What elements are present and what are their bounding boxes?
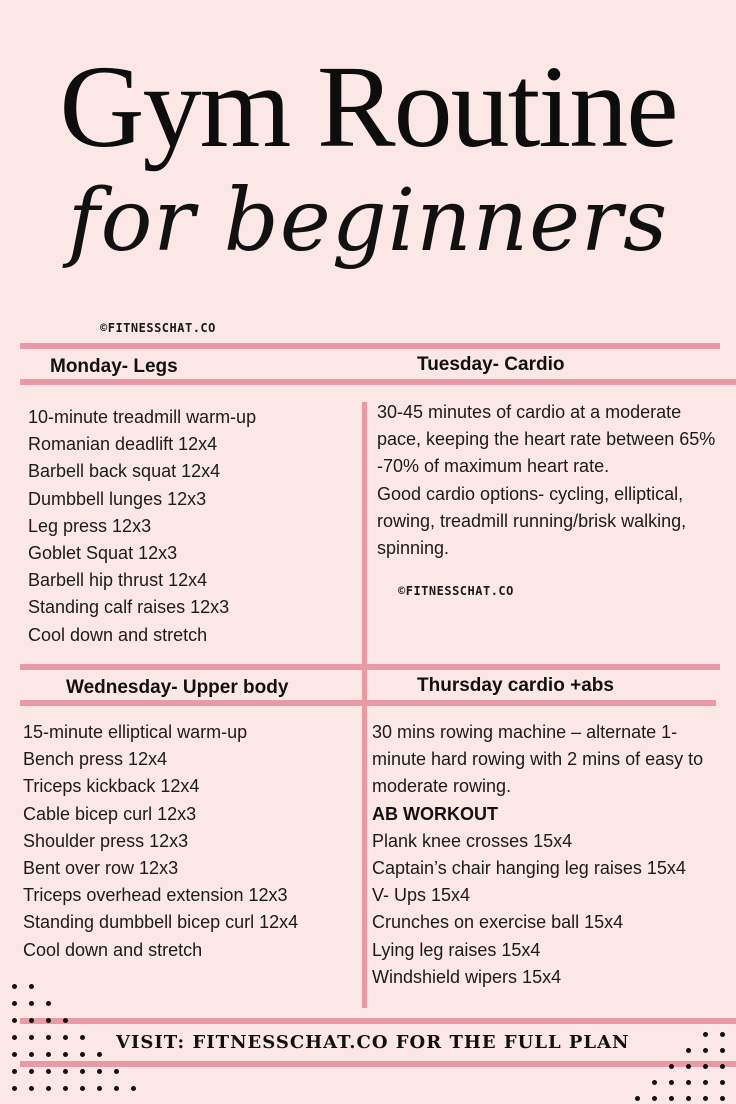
decor-dot: [12, 1001, 17, 1006]
decor-dot: [80, 1035, 85, 1040]
list-item: Bent over row 12x3: [23, 858, 179, 879]
decor-dot: [652, 1096, 657, 1101]
list-item: Triceps overhead extension 12x3: [23, 885, 288, 906]
list-item: Cool down and stretch: [28, 624, 208, 645]
list-item: Captain’s chair hanging leg raises 15x4: [372, 858, 686, 879]
decor-dot: [114, 1069, 119, 1074]
decor-dot: [46, 1035, 51, 1040]
decor-dot: [686, 1096, 691, 1101]
ab-workout-label: AB WORKOUT: [372, 803, 498, 824]
dot-pattern-left: [0, 978, 150, 1104]
tuesday-paragraph: 30-45 minutes of cardio at a moderate pace, keeping the heart rate between 65% -70% of maximum heart rate.: [377, 402, 716, 477]
list-item: Barbell back squat 12x4: [28, 461, 221, 482]
decor-dot: [720, 1080, 725, 1085]
decor-dot: [12, 1086, 17, 1091]
monday-exercise-list: [28, 404, 256, 649]
list-item: 10-minute treadmill warm-up: [28, 407, 257, 427]
dot-pattern-right: [620, 1024, 736, 1104]
decor-dot: [63, 1035, 68, 1040]
divider-middle-2: [20, 700, 716, 706]
list-item: Standing calf raises 12x3: [28, 597, 230, 618]
decor-dot: [97, 1086, 102, 1091]
decor-dot: [669, 1064, 674, 1069]
decor-dot: [63, 1052, 68, 1057]
tuesday-paragraph-2: Good cardio options- cycling, elliptical, rowing, treadmill running/brisk walking, spinning.: [377, 483, 687, 559]
decor-dot: [703, 1080, 708, 1085]
decor-dot: [114, 1086, 119, 1091]
thursday-abs-list: [372, 828, 722, 991]
list-item: Cable bicep curl 12x3: [23, 803, 197, 824]
decor-dot: [80, 1086, 85, 1091]
decor-dot: [63, 1018, 68, 1023]
thursday-description: [372, 719, 722, 991]
decor-dot: [720, 1048, 725, 1053]
tuesday-description: [377, 399, 722, 562]
decor-dot: [46, 1069, 51, 1074]
decor-dot: [29, 1001, 34, 1006]
decor-dot: [97, 1069, 102, 1074]
decor-dot: [720, 1064, 725, 1069]
list-item: Windshield wipers 15x4: [372, 966, 562, 987]
list-item: Bench press 12x4: [23, 749, 168, 770]
decor-dot: [63, 1086, 68, 1091]
decor-dot: [686, 1064, 691, 1069]
decor-dot: [12, 1052, 17, 1057]
decor-dot: [29, 984, 34, 989]
decor-dot: [29, 1069, 34, 1074]
thursday-heading: Thursday cardio +abs: [417, 675, 614, 696]
thursday-paragraph: 30 mins rowing machine – alternate 1-minute hard rowing with 2 mins of easy to moderate rowing.: [372, 722, 704, 797]
list-item: Goblet Squat 12x3: [28, 543, 178, 564]
footer-visit-text: VISIT: FITNESSCHAT.CO FOR THE FULL PLAN: [116, 1032, 630, 1053]
decor-dot: [29, 1052, 34, 1057]
decor-dot: [12, 1018, 17, 1023]
decor-dot: [720, 1096, 725, 1101]
decor-dot: [46, 1086, 51, 1091]
decor-dot: [29, 1086, 34, 1091]
list-item: Dumbbell lunges 12x3: [28, 488, 207, 509]
decor-dot: [12, 984, 17, 989]
decor-dot: [686, 1080, 691, 1085]
decor-dot: [635, 1096, 640, 1101]
decor-dot: [12, 1035, 17, 1040]
decor-dot: [29, 1035, 34, 1040]
divider-top: [20, 343, 720, 349]
list-item: Shoulder press 12x3: [23, 830, 189, 851]
decor-dot: [686, 1048, 691, 1053]
divider-top-2: [20, 379, 736, 385]
list-item: 15-minute elliptical warm-up: [23, 722, 248, 742]
list-item: Triceps kickback 12x4: [23, 776, 200, 797]
decor-dot: [80, 1069, 85, 1074]
list-item: Crunches on exercise ball 15x4: [372, 912, 624, 933]
decor-dot: [46, 1018, 51, 1023]
wednesday-heading: Wednesday- Upper body: [66, 677, 289, 698]
list-item: Plank knee crosses 15x4: [372, 830, 573, 851]
decor-dot: [46, 1052, 51, 1057]
decor-dot: [63, 1069, 68, 1074]
divider-middle: [20, 664, 720, 670]
list-item: Lying leg raises 15x4: [372, 939, 541, 960]
list-item: Leg press 12x3: [28, 515, 152, 536]
list-item: V- Ups 15x4: [372, 885, 471, 906]
decor-dot: [652, 1080, 657, 1085]
decor-dot: [97, 1052, 102, 1057]
list-item: Romanian deadlift 12x4: [28, 434, 218, 455]
decor-dot: [703, 1096, 708, 1101]
decor-dot: [29, 1018, 34, 1023]
decor-dot: [720, 1032, 725, 1037]
decor-dot: [703, 1064, 708, 1069]
list-item: Barbell hip thrust 12x4: [28, 570, 208, 591]
decor-dot: [669, 1096, 674, 1101]
decor-dot: [12, 1069, 17, 1074]
decor-dot: [703, 1032, 708, 1037]
copyright-watermark-top: ©FITNESSCHAT.CO: [100, 321, 216, 335]
tuesday-heading: Tuesday- Cardio: [417, 354, 565, 375]
decor-dot: [80, 1052, 85, 1057]
decor-dot: [46, 1001, 51, 1006]
page-subtitle: for beginners: [67, 171, 669, 271]
list-item: Standing dumbbell bicep curl 12x4: [23, 912, 299, 933]
decor-dot: [703, 1048, 708, 1053]
list-item: Cool down and stretch: [23, 939, 203, 960]
wednesday-exercise-list: [23, 719, 298, 964]
monday-heading: Monday- Legs: [50, 356, 178, 377]
decor-dot: [131, 1086, 136, 1091]
page-title: Gym Routine: [59, 41, 677, 172]
decor-dot: [669, 1080, 674, 1085]
copyright-watermark-middle: ©FITNESSCHAT.CO: [398, 584, 514, 598]
